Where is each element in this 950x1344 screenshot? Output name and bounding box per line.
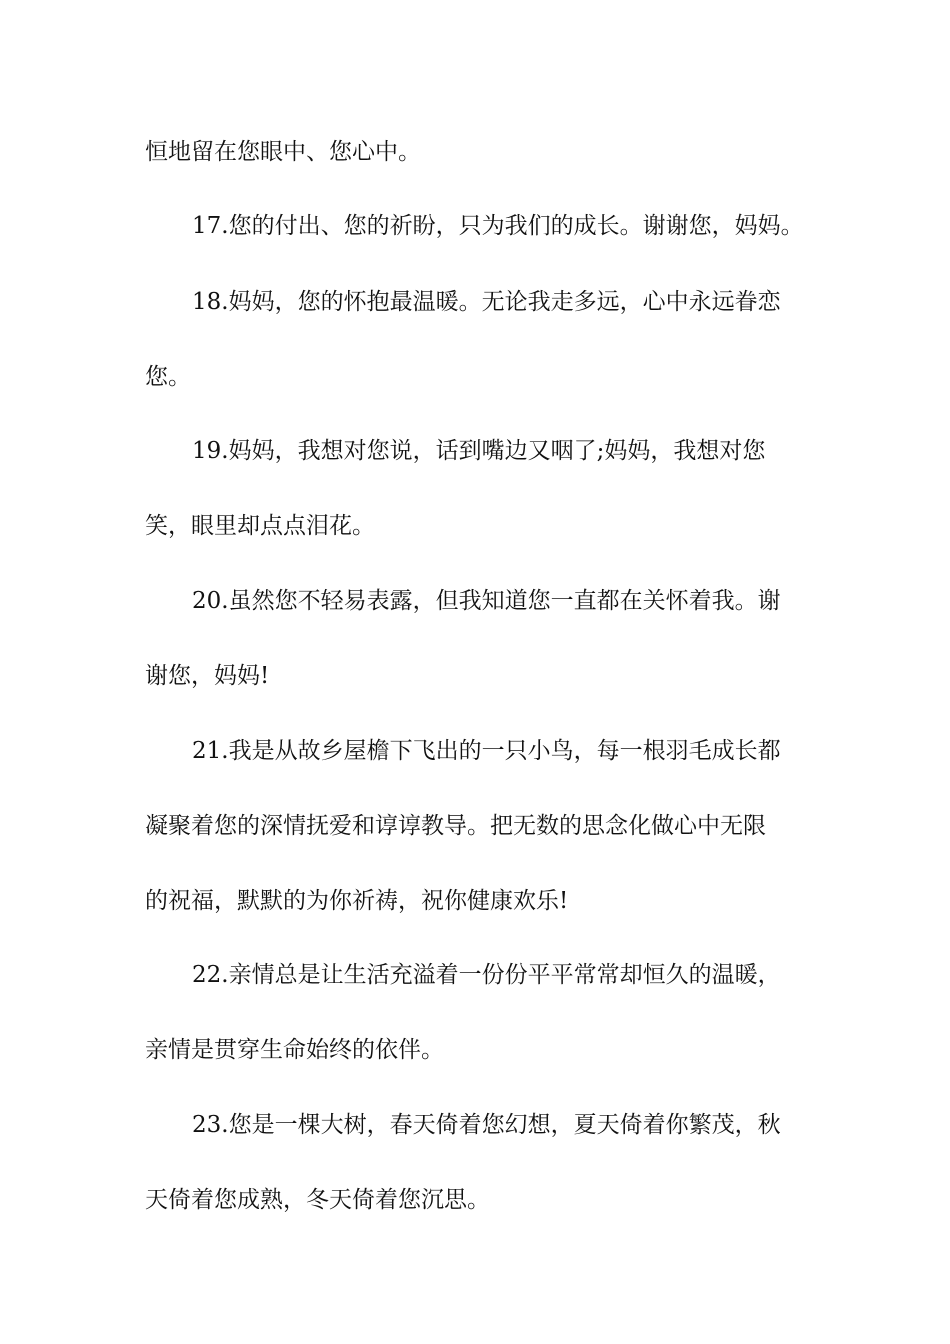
paragraph-17-line: 17.您的付出、您的祈盼，只为我们的成长。谢谢您，妈妈。 [192, 213, 804, 239]
text-line: 凝聚着您的深情抚爱和谆谆教导。把无数的思念化做心中无限 [145, 813, 766, 839]
text-line: 谢您，妈妈! [145, 663, 270, 689]
paragraph-18-line: 18.妈妈，您的怀抱最温暖。无论我走多远，心中永远眷恋 [192, 289, 781, 315]
paragraph-23-line: 23.您是一棵大树，春天倚着您幻想，夏天倚着你繁茂，秋 [192, 1112, 781, 1138]
text-line: 的祝福，默默的为你祈祷，祝你健康欢乐! [145, 888, 569, 914]
text-line: 天倚着您成熟，冬天倚着您沉思。 [145, 1187, 490, 1213]
text-line: 您。 [145, 364, 191, 390]
paragraph-19-line: 19.妈妈，我想对您说，话到嘴边又咽了;妈妈，我想对您 [192, 438, 766, 464]
paragraph-22-line: 22.亲情总是让生活充溢着一份份平平常常却恒久的温暖， [192, 962, 781, 988]
text-line: 笑，眼里却点点泪花。 [145, 513, 375, 539]
paragraph-21-line: 21.我是从故乡屋檐下飞出的一只小鸟，每一根羽毛成长都 [192, 738, 781, 764]
text-line: 恒地留在您眼中、您心中。 [145, 139, 421, 165]
text-line: 亲情是贯穿生命始终的依伴。 [145, 1037, 444, 1063]
paragraph-20-line: 20.虽然您不轻易表露，但我知道您一直都在关怀着我。谢 [192, 588, 781, 614]
